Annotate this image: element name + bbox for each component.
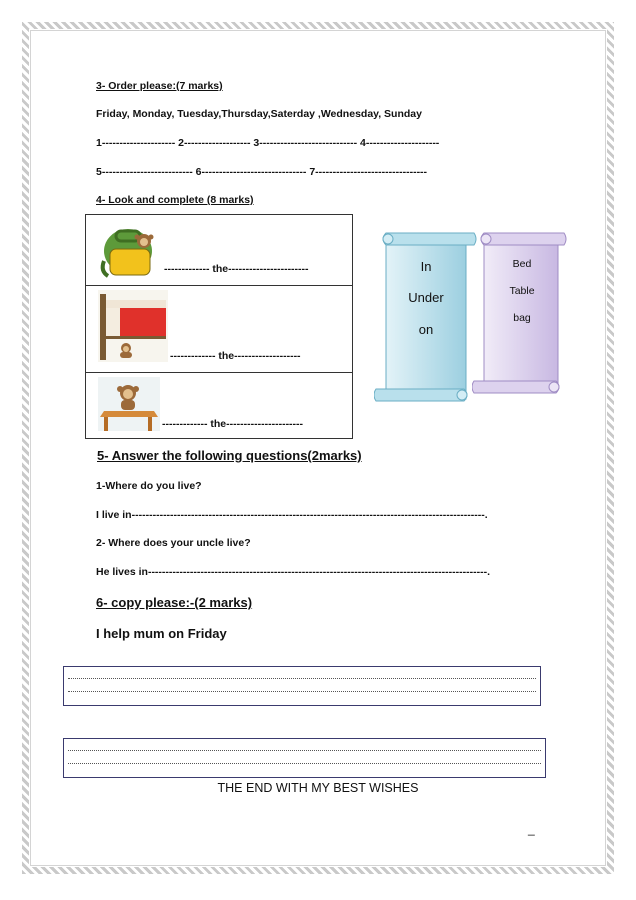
question2: 2- Where does your uncle live? — [96, 537, 251, 549]
monkey-on-table-picture — [98, 377, 160, 431]
table-divider — [86, 285, 352, 286]
scroll-word-bag: bag — [513, 312, 531, 324]
section4-heading: 4- Look and complete (8 marks) — [96, 194, 254, 206]
copy-writing-box-2[interactable] — [63, 738, 546, 778]
days-list: Friday, Monday, Tuesday,Thursday,Saterday ,Wednesday, Sunday — [96, 108, 422, 120]
writing-line — [68, 691, 536, 692]
scroll-word-on: on — [418, 322, 434, 337]
answer1-line[interactable]: I live in-----------------------------------------------------------------------------------------------------. — [96, 509, 488, 521]
scroll-word-under: Under — [408, 290, 444, 305]
section5-heading: 5- Answer the following questions(2marks) — [97, 448, 362, 463]
section3-heading: 3- Order please:(7 marks) — [96, 80, 223, 92]
answer2-line[interactable]: He lives in-------------------------------------------------------------------------------------------------. — [96, 566, 491, 578]
writing-line — [68, 763, 541, 764]
question1: 1-Where do you live? — [96, 480, 202, 492]
monkey-in-bag-picture — [96, 221, 164, 281]
prepositions-scroll — [374, 229, 479, 405]
writing-line — [68, 750, 541, 751]
row1-blank[interactable]: ------------- the----------------------- — [164, 263, 309, 275]
copy-sentence: I help mum on Friday — [96, 626, 227, 641]
footer-dash: _ — [528, 822, 535, 836]
monkey-under-bed-picture — [98, 290, 168, 362]
scroll-word-table: Table — [509, 285, 535, 297]
closing-text: THE END WITH MY BEST WISHES — [217, 781, 419, 795]
section6-heading: 6- copy please:-(2 marks) — [96, 595, 253, 610]
copy-writing-box-1[interactable] — [63, 666, 541, 706]
row3-blank[interactable]: ------------- the---------------------- — [162, 418, 304, 430]
writing-line — [68, 678, 536, 679]
look-complete-table — [85, 214, 353, 439]
row2-blank[interactable]: ------------- the------------------- — [170, 350, 301, 362]
scroll-word-in: In — [420, 259, 432, 274]
order-blanks-row1[interactable]: 1--------------------- 2------------------- 3---------------------------- 4--------------------- — [96, 137, 440, 149]
order-blanks-row2[interactable]: 5-------------------------- 6------------------------------ 7-------------------------------- — [96, 166, 428, 178]
table-divider — [86, 372, 352, 373]
scroll-word-bed: Bed — [512, 258, 532, 270]
